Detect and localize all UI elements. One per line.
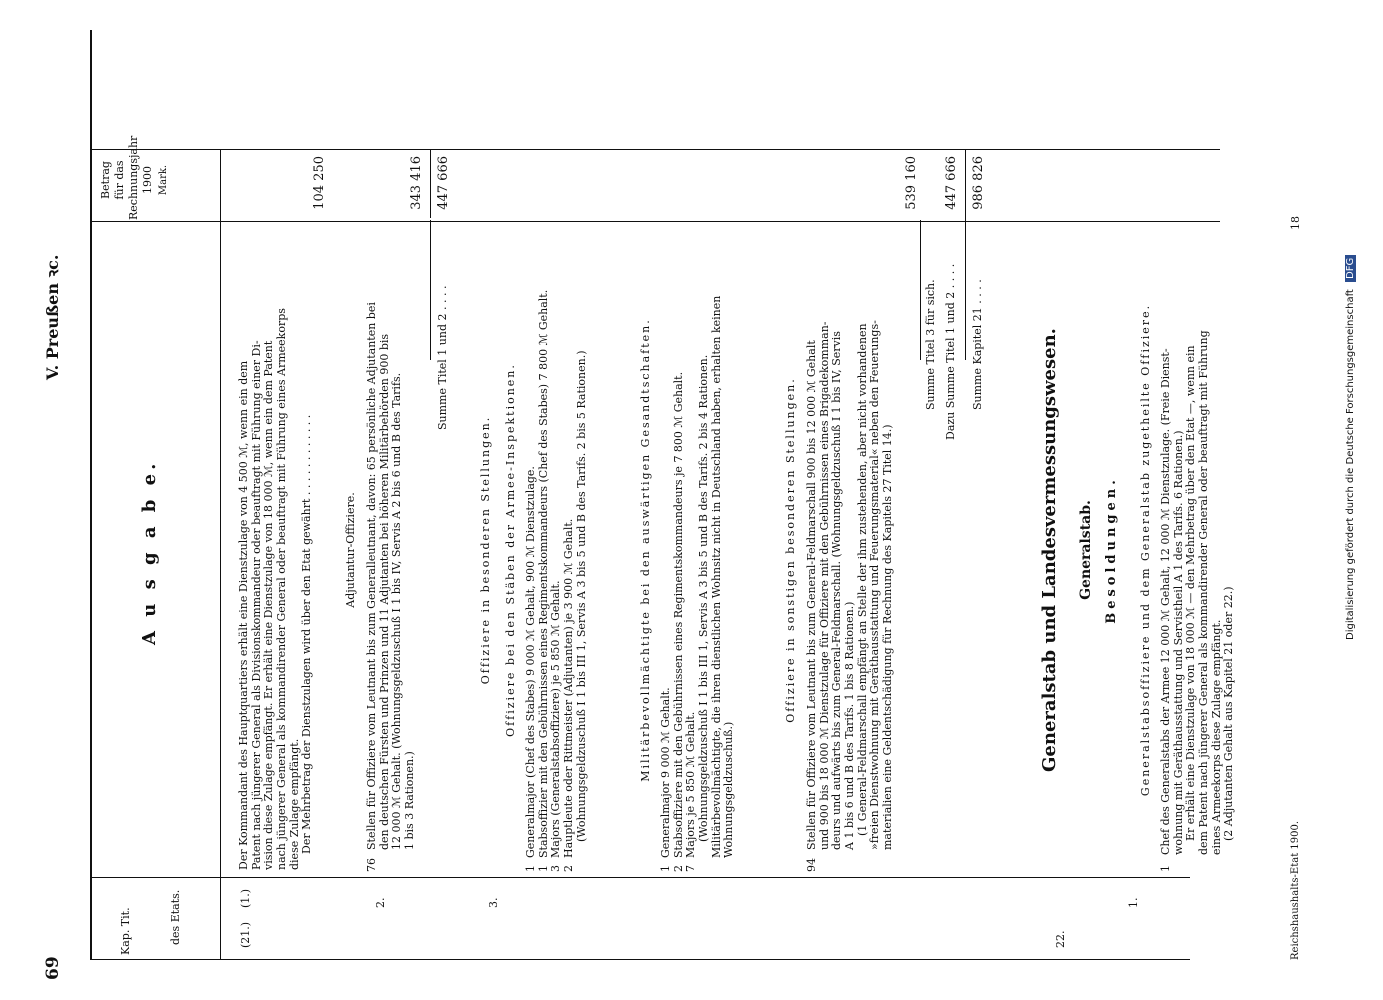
block3-line: (1 General-Feldmarschall empfängt an Stelle der ihm zustehenden, aber nicht vorhandenen <box>855 323 869 836</box>
footer-left: Reichshaushalts-Etat 1900. <box>1290 820 1301 960</box>
dazu-label: Dazu Summe Titel 1 und 2 . . . . <box>944 263 957 440</box>
sum3-label: Summe Titel 3 für sich. <box>924 279 937 410</box>
block1-line: diese Zulage empfängt. <box>287 738 301 870</box>
block3-sub1-list <box>525 290 588 872</box>
kap22-line: dem Patent nach jüngerer General als kommandirender General oder beauftragt mit Führung <box>1196 330 1210 855</box>
block3-line: materialien eine Geldentschädigung für Rechnung des Kapitels 27 Titel 14.) <box>880 424 894 850</box>
list-item: 1Generalmajor (Chef des Stabes) 9 000 ℳ Gehalt, 900 ℳ Dienstzulage. <box>524 466 537 872</box>
dfg-watermark <box>1345 255 1357 640</box>
tit-22-1-label: 1. <box>1127 897 1140 908</box>
sum12-label: Summe Titel 1 und 2 . . . . <box>436 285 449 430</box>
sum12-amount: 447 666 <box>436 156 451 210</box>
block2-text <box>366 302 417 850</box>
dazu-amount: 447 666 <box>944 156 959 210</box>
block2-num: 76 <box>365 858 378 872</box>
page-number: 69 <box>43 956 63 980</box>
section-title: V. Preußen ꝛc. <box>43 254 62 380</box>
col-kap-tit: Kap. Tit. <box>119 907 132 955</box>
block2-amount: 343 416 <box>409 156 424 210</box>
kap22-line: Er erhält eine Dienstzulage von 18 000 ℳ — den Mehrbetrag über den Etat —, wenn ein <box>1184 345 1198 841</box>
col-betrag-2: für das <box>113 160 126 200</box>
block1-text <box>238 308 314 870</box>
left-rule <box>90 959 1190 960</box>
list-item: 7Majors je 5 850 ℳ Gehalt. <box>684 711 698 872</box>
block2-line: 1 bis 3 Rationen.) <box>402 751 416 850</box>
list-item: 2Stabsoffiziere mit den Gebührnissen eines Regimentskommandeurs je 7 800 ℳ Gehalt. <box>671 371 685 872</box>
block1-line: nach jüngerer General als kommandirender General oder beauftragt mit Führung eines Armeekorps <box>274 308 288 870</box>
footer-page: 18 <box>1289 216 1302 230</box>
block3-line: und 900 bis 18 000 ℳ Dienstzulage für Offiziere mit den Gebührnissen eines Brigadekomman- <box>817 321 831 850</box>
kap-21-label: (21.) <box>239 921 252 948</box>
block3-line: A 1 bis 6 und B des Tarifs. 1 bis 8 Rationen.) <box>842 601 856 850</box>
kap-tit-rule <box>90 877 1190 878</box>
kap22-line: wohnung mit Geräthausstattung und Servistheil A 1 des Tarifs. 6 Rationen.) <box>1171 430 1185 855</box>
block2-line: den deutschen Fürsten und Prinzen und 11 Adjutanten bei höheren Militärbehörden 900 bis <box>377 333 391 850</box>
kap22-sub: Generalstab. <box>1078 500 1094 600</box>
block2-line: Stellen für Offiziere vom Leutnant bis zum Generalleutnant, davon: 65 persönliche Adjutanten bei <box>365 302 378 850</box>
col-betrag-1: Betrag <box>99 161 112 199</box>
kap22-num: 1 <box>1159 865 1172 872</box>
sum12-amount-rule <box>430 150 431 218</box>
col-betrag-4: 1900 <box>141 166 154 194</box>
block3-sub3: Offiziere in sonstigen besonderen Stellungen. <box>784 377 797 723</box>
kap22-sub3: Generalstabsoffiziere und dem Generalstab zugetheilte Offiziere. <box>1139 303 1152 797</box>
header-rule <box>220 150 221 960</box>
block2-heading: Adjutantur-Offiziere. <box>344 492 357 608</box>
block3-line: »freien Dienstwohnung mit Geräthausstattung und Feuerungsmaterial« neben den Feuerungs- <box>868 320 882 850</box>
list-item: (Wohnungsgeldzuschuß I 1 bis III 1, Servis A 3 bis 5 und B des Tarifs. 2 bis 5 Rationen.) <box>574 350 588 842</box>
list-item: 3Majors (Generalstabsoffiziere) je 5 850 ℳ Gehalt. <box>549 580 563 872</box>
kap21-rule <box>965 150 966 360</box>
block3-line: deurs und aufwärts bis zum General-Feldmarschall. (Wohnungsgeldzuschuß I 1 bis IV, Servis <box>830 331 844 850</box>
sum12-rule <box>430 220 431 360</box>
col-betrag-3: Rechnungsjahr <box>127 135 140 220</box>
page-heading: A u s g a b e. <box>139 459 160 645</box>
block1-amount: 104 250 <box>312 156 327 210</box>
tit-2-label: 2. <box>374 897 387 908</box>
list-item: Militärbevollmächtigte, die ihren dienstlichen Wohnsitz nicht in Deutschland haben, erhalten keinen <box>709 295 723 858</box>
kap21-sum-amount: 986 826 <box>971 156 986 210</box>
block3-sub3-text <box>806 320 894 850</box>
block3-sub3-num: 94 <box>805 858 818 872</box>
block1-line: Patent nach jüngerer General als Divisionskommandeur oder beauftragt mit Führung einer Di- <box>249 340 263 870</box>
block1-line: vision diese Zulage empfängt. Er erhält eine Dienstzulage von 18 000 ℳ, wenn ein dem Patent <box>262 340 276 870</box>
kap22-sub2: Besoldungen. <box>1104 476 1119 624</box>
block1-line: Der Mehrbetrag der Dienstzulagen wird über den Etat gewährt . . . . . . . . . . . . <box>300 414 314 854</box>
block3-sub1: Offiziere bei den Stäben der Armee-Inspektionen. <box>504 363 517 737</box>
top-rule <box>90 30 92 960</box>
list-item: 2Hauptleute oder Rittmeister (Adjutanten) je 3 900 ℳ Gehalt. <box>561 518 575 872</box>
sum3-rule <box>920 220 921 360</box>
kap22-line: (2 Adjutanten Gehalt aus Kapitel 21 oder 22.) <box>1222 586 1236 841</box>
kap21-sum-label: Summe Kapitel 21 . . . . <box>971 279 984 410</box>
watermark-text: Digitalisierung gefördert durch die Deutsche Forschungsgemeinschaft <box>1345 289 1356 640</box>
kap22-line: Chef des Generalstabs der Armee 12 000 ℳ Gehalt, 12 000 ℳ Dienstzulage. (Freie Dienst- <box>1159 348 1172 855</box>
tit-3-label: 3. <box>487 897 500 908</box>
block2-line: 12 000 ℳ Gehalt. (Wohnungsgeldzuschuß I 1 bis IV, Servis A 2 bis 6 und B des Tarifs. <box>390 372 404 850</box>
col-mark: Mark. <box>158 164 169 196</box>
dfg-logo: DFG <box>1345 255 1356 282</box>
block1-line: Der Kommandant des Hauptquartiers erhält eine Dienstzulage von 4 500 ℳ, wenn ein dem <box>237 360 250 870</box>
text-amount-rule <box>90 221 1220 222</box>
kap22-text <box>1160 330 1236 855</box>
block3-sub2: Militärbevollmächtigte bei den auswärtigen Gesandtschaften. <box>639 318 652 782</box>
list-item: 1Generalmajor 9 000 ℳ Gehalt. <box>659 687 672 872</box>
list-item: (Wohnungsgeldzuschuß I 1 bis III 1, Servis A 3 bis 5 und B des Tarifs. 2 bis 4 Rationen. <box>696 354 710 842</box>
kap22-title: Generalstab und Landesvermessungswesen. <box>1039 328 1060 772</box>
kap-22-label: 22. <box>1054 930 1067 948</box>
col-des-etats: des Etats. <box>169 889 182 945</box>
amount-right-rule <box>90 149 1220 150</box>
kap22-line: eines Armeekorps diese Zulage empfängt. <box>1209 619 1223 855</box>
block3-heading: Offiziere in besonderen Stellungen. <box>479 415 492 685</box>
block3-amount: 539 160 <box>904 156 919 210</box>
block3-sub2-list <box>660 296 736 872</box>
block3-line: Stellen für Offiziere vom Leutnant bis zum General-Feldmarschall 900 bis 12 000 ℳ Gehalt <box>805 340 818 850</box>
list-item: Wohnungsgeldzuschuß.) <box>722 721 736 858</box>
tit-1-label: (1.) <box>239 888 252 908</box>
list-item: 1Stabsoffizier mit den Gebührnissen eines Regimentskommandeurs (Chef des Stabes) 7 800 ℳ Gehalt. <box>536 289 550 872</box>
